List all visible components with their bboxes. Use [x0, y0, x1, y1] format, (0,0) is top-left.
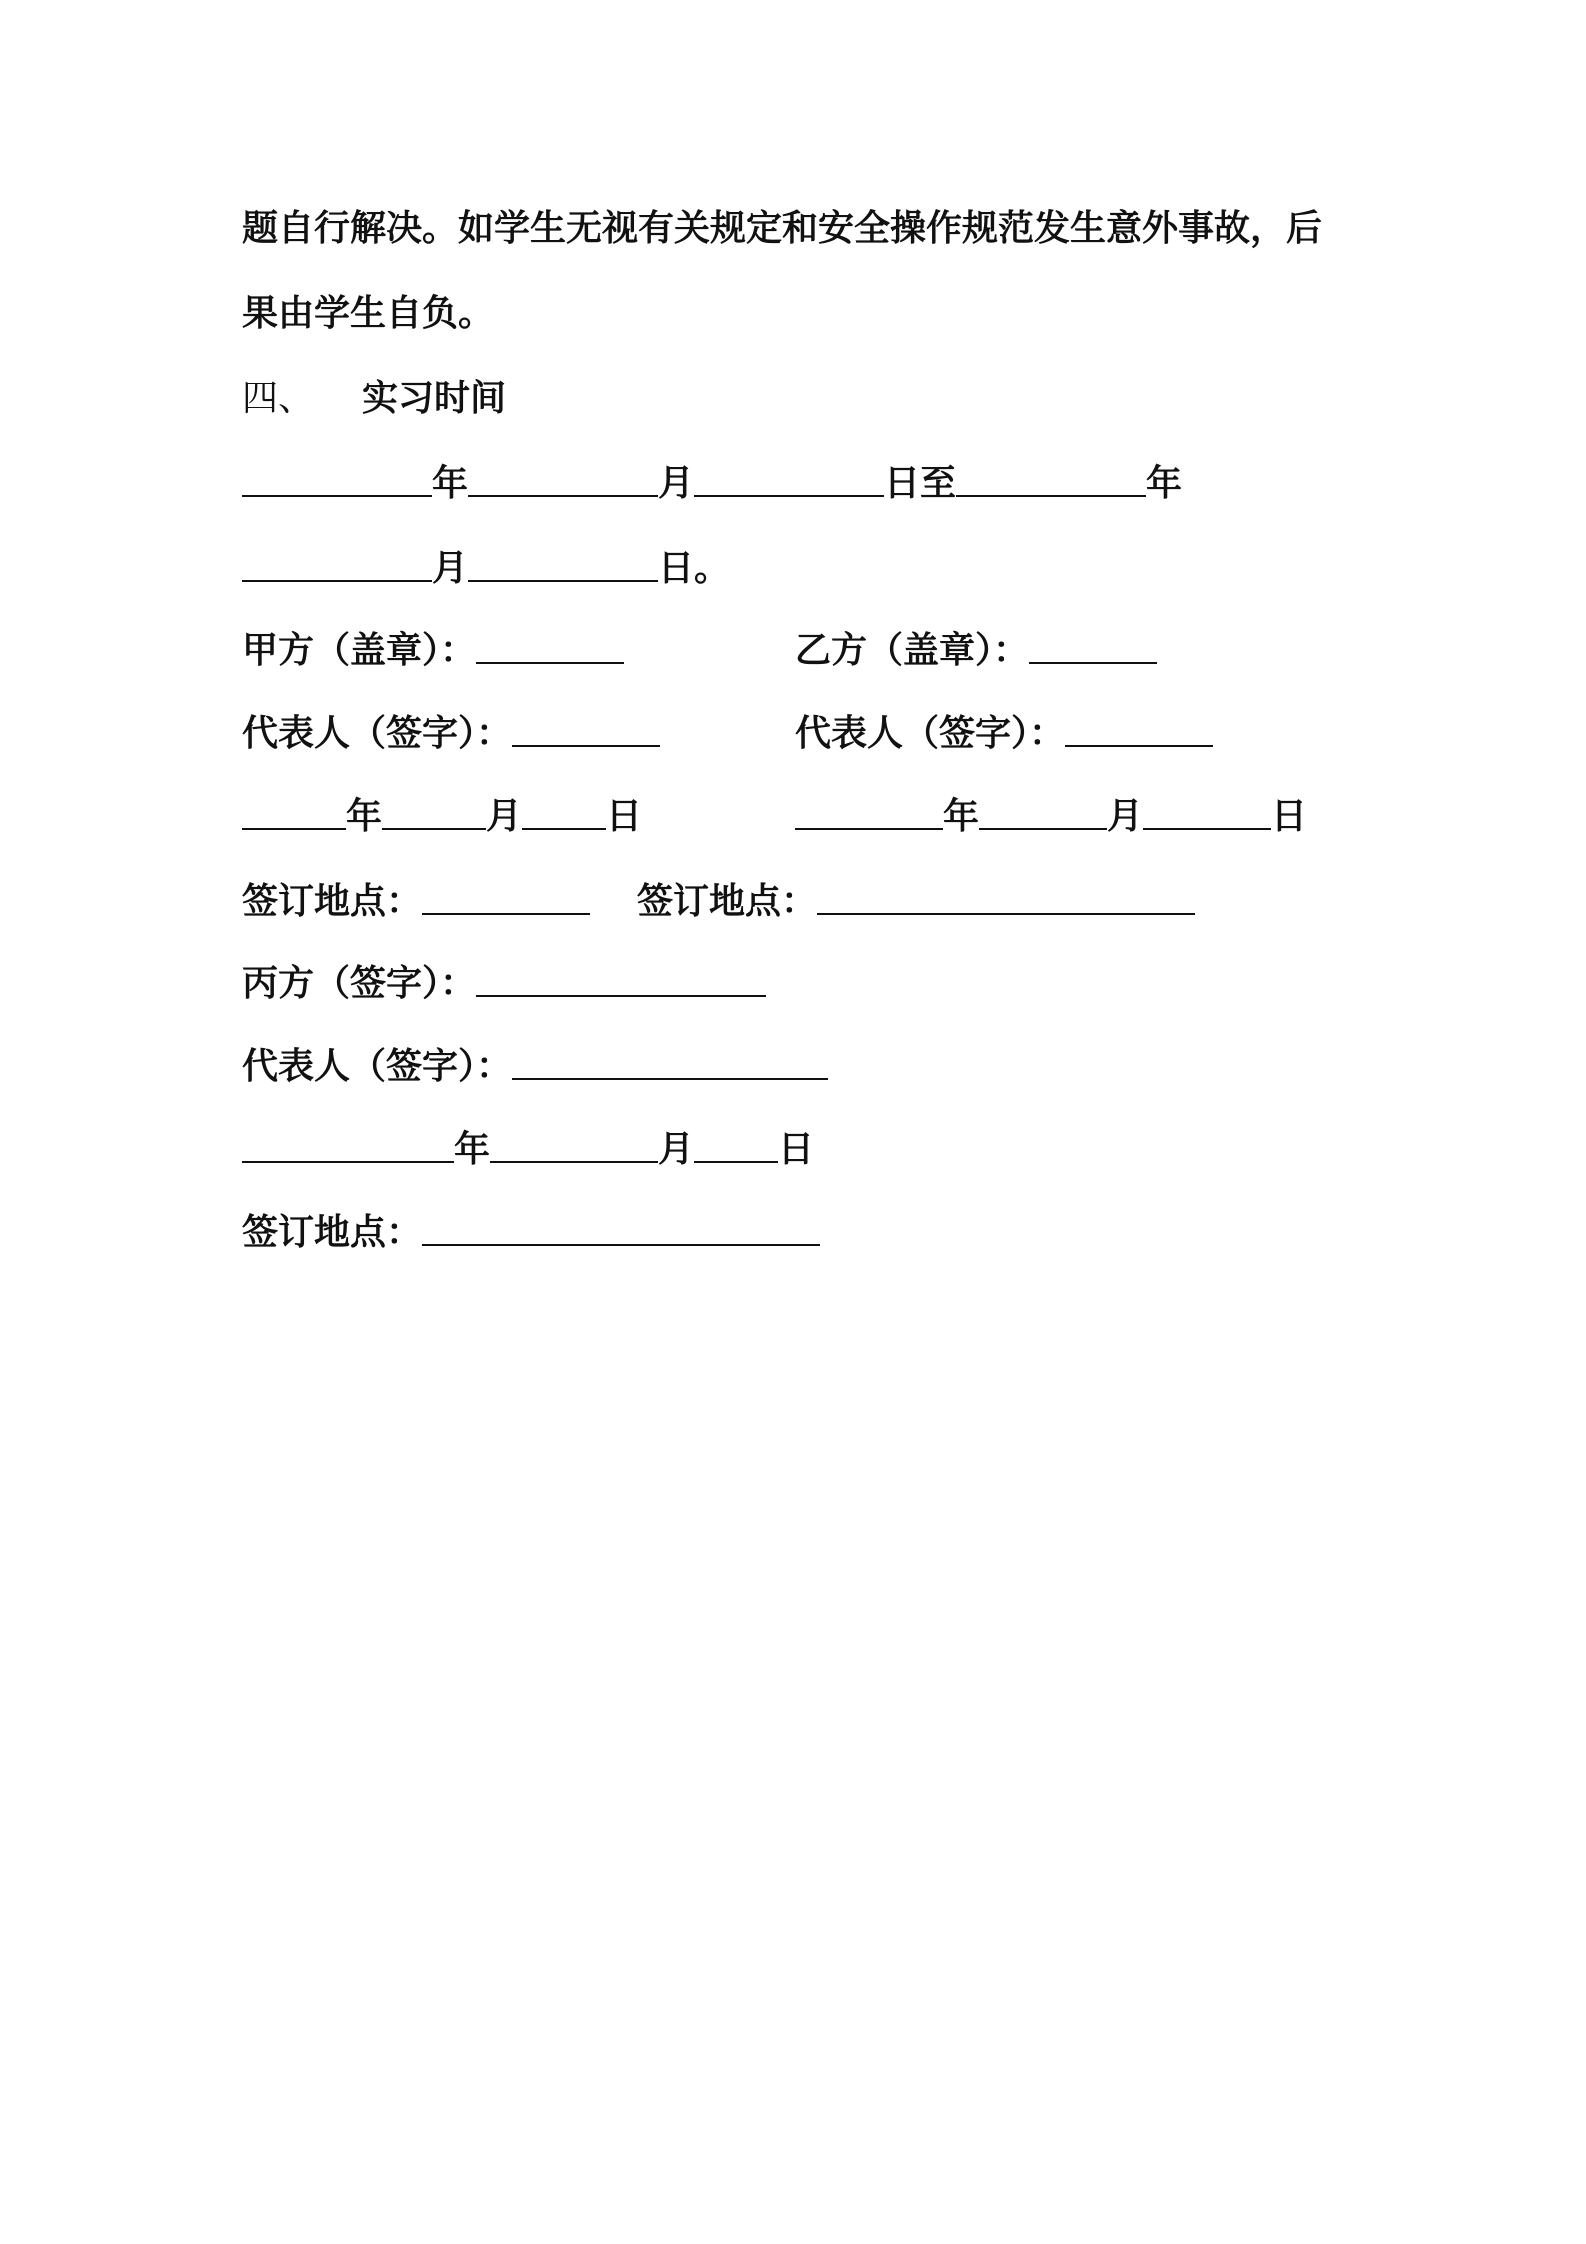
party-c-rep — [242, 1043, 828, 1091]
party-c-day-label: 日 — [778, 1129, 815, 1170]
blank-start-day[interactable] — [694, 461, 884, 497]
party-c-sign — [242, 960, 766, 1008]
party-a-day-blank[interactable] — [522, 794, 606, 830]
party-c-date — [242, 1126, 814, 1174]
party-b-month-blank[interactable] — [979, 794, 1107, 830]
party-b-rep — [795, 710, 1213, 758]
section-number: 四、 — [242, 378, 315, 419]
party-b-day-label: 日 — [1271, 796, 1308, 837]
party-c-month-label: 月 — [658, 1129, 695, 1170]
party-a-rep — [242, 710, 660, 758]
party-b-date — [795, 793, 1307, 841]
party-a-month-blank[interactable] — [382, 794, 486, 830]
party-b-month-label: 月 — [1107, 796, 1144, 837]
party-b-seal — [795, 627, 1157, 675]
party-a-month-label: 月 — [486, 796, 523, 837]
party-c-place — [242, 1209, 820, 1257]
party-c-place-blank[interactable] — [422, 1210, 820, 1246]
party-a-place — [242, 878, 590, 926]
party-c-year-label: 年 — [454, 1129, 491, 1170]
party-a-seal-blank[interactable] — [476, 628, 624, 664]
paragraph-line-2: 果由学生自负。 — [242, 293, 495, 334]
blank-end-day[interactable] — [468, 546, 658, 582]
period-line-1 — [242, 460, 1182, 508]
party-a-day-label: 日 — [606, 796, 643, 837]
blank-end-year[interactable] — [956, 461, 1146, 497]
party-a-year-blank[interactable] — [242, 794, 346, 830]
party-b-seal-blank[interactable] — [1029, 628, 1157, 664]
blank-start-year[interactable] — [242, 461, 432, 497]
party-b-place-blank[interactable] — [817, 879, 1195, 915]
section-title: 实习时间 — [362, 378, 507, 419]
party-c-place-label: 签订地点： — [242, 1212, 423, 1253]
start-month-label: 月 — [658, 463, 695, 504]
party-b-rep-blank[interactable] — [1065, 711, 1213, 747]
start-year-label: 年 — [432, 463, 469, 504]
party-b-rep-label: 代表人（签字）： — [795, 713, 1066, 754]
party-c-rep-blank[interactable] — [512, 1044, 828, 1080]
party-c-month-blank[interactable] — [490, 1127, 658, 1163]
party-a-place-blank[interactable] — [422, 879, 590, 915]
party-b-year-label: 年 — [943, 796, 980, 837]
end-year-label: 年 — [1146, 463, 1183, 504]
party-a-date — [242, 793, 642, 841]
party-a-seal-label: 甲方（盖章）： — [242, 630, 477, 671]
party-c-day-blank[interactable] — [694, 1127, 778, 1163]
end-day-label: 日。 — [658, 548, 731, 589]
party-b-place-label: 签订地点： — [637, 881, 818, 922]
blank-start-month[interactable] — [468, 461, 658, 497]
party-b-place — [637, 878, 1195, 926]
party-a-year-label: 年 — [346, 796, 383, 837]
party-c-sign-blank[interactable] — [476, 961, 766, 997]
paragraph-line-1: 题自行解决。如学生无视有关规定和安全操作规范发生意外事故，后 — [242, 208, 1323, 249]
period-line-2 — [242, 545, 730, 593]
party-a-seal — [242, 627, 624, 675]
party-b-year-blank[interactable] — [795, 794, 943, 830]
party-c-rep-label: 代表人（签字）： — [242, 1046, 513, 1087]
party-b-seal-label: 乙方（盖章）： — [795, 630, 1030, 671]
section-heading — [242, 375, 506, 423]
blank-end-month[interactable] — [242, 546, 432, 582]
end-month-label: 月 — [432, 548, 469, 589]
party-b-day-blank[interactable] — [1143, 794, 1271, 830]
start-day-label: 日至 — [884, 463, 957, 504]
party-a-place-label: 签订地点： — [242, 881, 423, 922]
party-a-rep-blank[interactable] — [512, 711, 660, 747]
party-c-year-blank[interactable] — [242, 1127, 454, 1163]
party-c-sign-label: 丙方（签字）： — [242, 963, 477, 1004]
party-a-rep-label: 代表人（签字）： — [242, 713, 513, 754]
